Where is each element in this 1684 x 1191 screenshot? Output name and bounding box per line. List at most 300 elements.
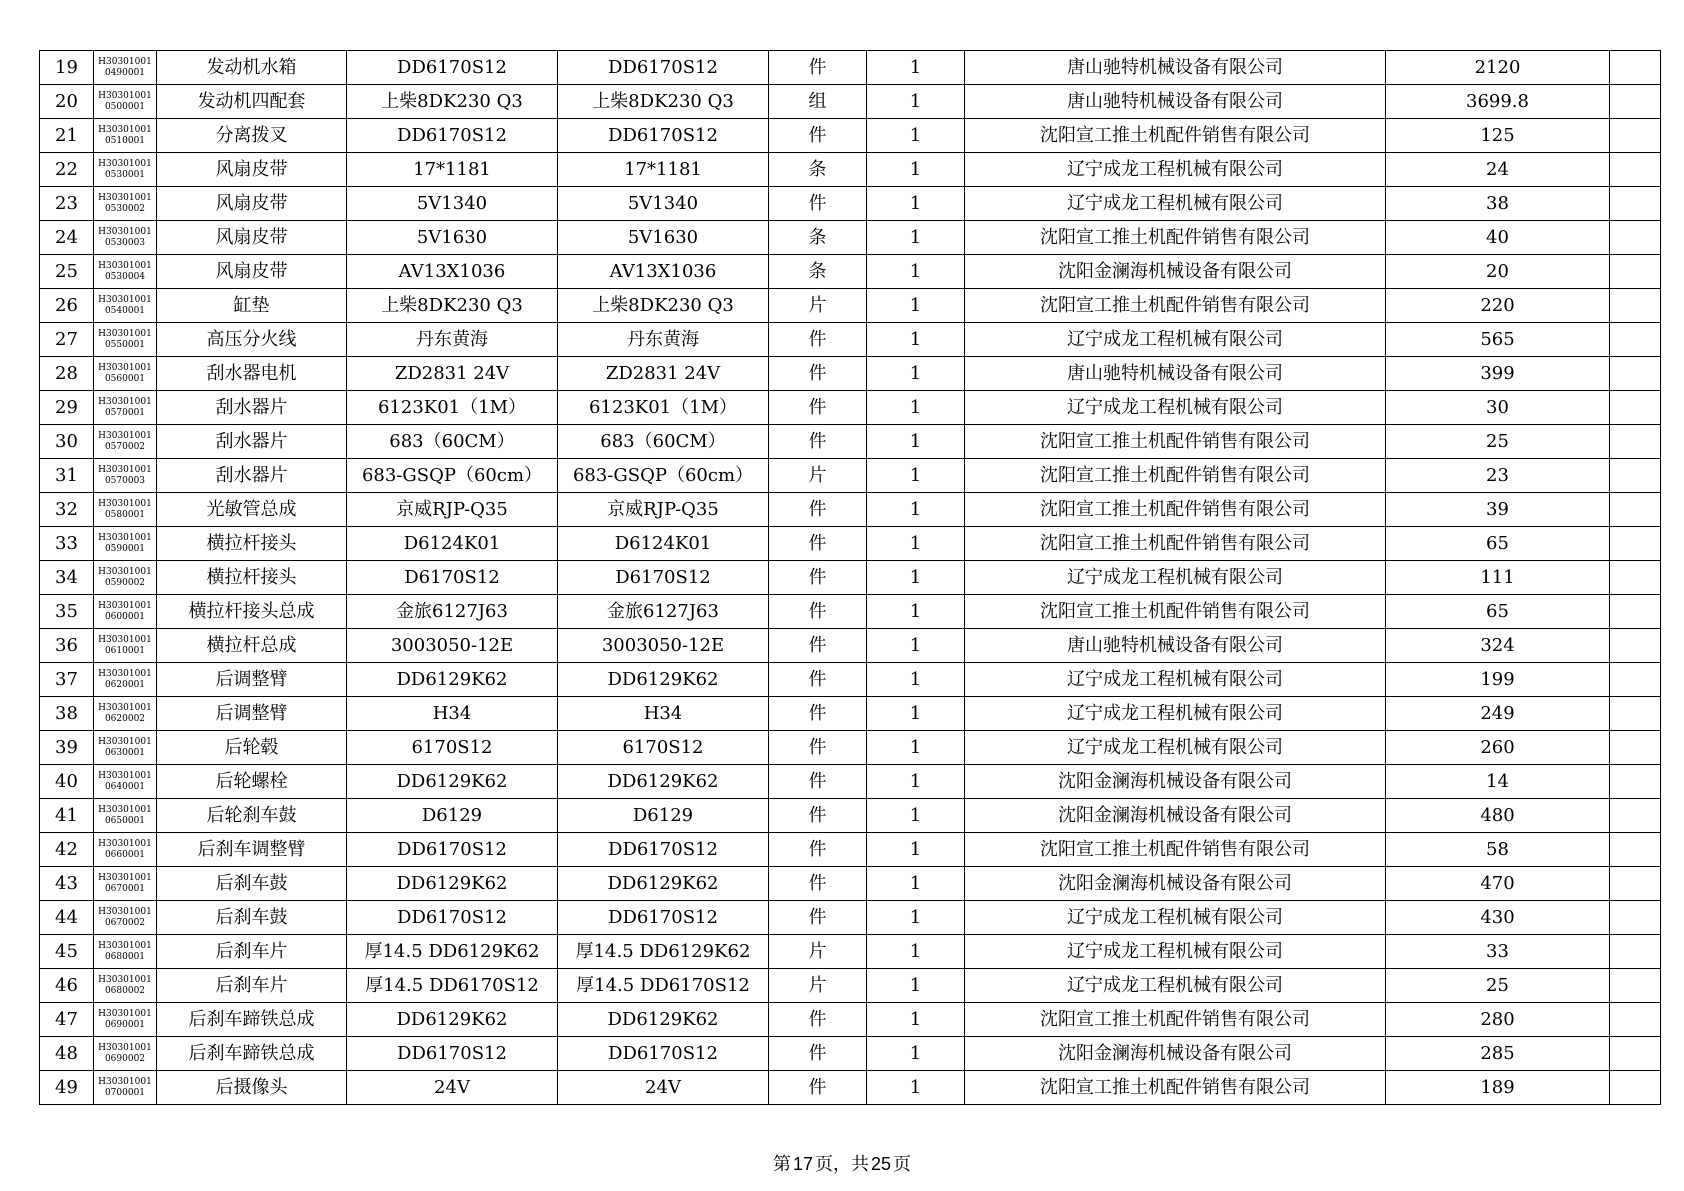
cell-supplier: 辽宁成龙工程机械有限公司 (965, 391, 1386, 425)
cell-unit: 件 (769, 1071, 867, 1105)
cell-material-code (94, 697, 157, 731)
cell-model: AV13X1036 (347, 255, 558, 289)
cell-part-name: 后刹车蹄铁总成 (157, 1003, 347, 1037)
code-line-2: 0690002 (104, 1053, 146, 1064)
cell-spec: DD6170S12 (558, 901, 769, 935)
cell-spec: H34 (558, 697, 769, 731)
cell-material-code (94, 289, 157, 323)
cell-supplier: 沈阳宣工推土机配件销售有限公司 (965, 221, 1386, 255)
cell-material-code (94, 255, 157, 289)
table-row (40, 867, 1661, 901)
code-line-1: H30301001 (98, 736, 152, 747)
code-line-1: H30301001 (98, 702, 152, 713)
code-line-1: H30301001 (98, 430, 152, 441)
cell-unit: 件 (769, 561, 867, 595)
cell-spec: DD6129K62 (558, 867, 769, 901)
cell-price: 280 (1386, 1003, 1610, 1037)
cell-price: 480 (1386, 799, 1610, 833)
cell-price: 58 (1386, 833, 1610, 867)
cell-material-code (94, 85, 157, 119)
cell-material-code (94, 119, 157, 153)
cell-material-code (94, 595, 157, 629)
cell-part-name: 后轮螺栓 (157, 765, 347, 799)
cell-note (1610, 629, 1661, 663)
cell-price: 565 (1386, 323, 1610, 357)
code-line-2: 0600001 (104, 611, 146, 622)
cell-model: 厚14.5 DD6129K62 (347, 935, 558, 969)
cell-spec: 3003050-12E (558, 629, 769, 663)
cell-unit: 件 (769, 119, 867, 153)
cell-model: DD6170S12 (347, 51, 558, 85)
cell-index: 28 (40, 357, 94, 391)
cell-supplier: 沈阳宣工推土机配件销售有限公司 (965, 493, 1386, 527)
cell-index: 20 (40, 85, 94, 119)
cell-material-code (94, 527, 157, 561)
cell-unit: 件 (769, 51, 867, 85)
code-line-2: 0500001 (104, 101, 146, 112)
cell-price: 260 (1386, 731, 1610, 765)
code-line-2: 0620001 (104, 679, 146, 690)
cell-material-code (94, 867, 157, 901)
code-line-2: 0700001 (104, 1087, 146, 1098)
cell-spec: 683（60CM） (558, 425, 769, 459)
code-line-2: 0490001 (104, 67, 146, 78)
cell-price: 38 (1386, 187, 1610, 221)
code-line-1: H30301001 (98, 192, 152, 203)
code-line-1: H30301001 (98, 974, 152, 985)
table-row (40, 799, 1661, 833)
cell-price: 125 (1386, 119, 1610, 153)
cell-model: 上柴8DK230 Q3 (347, 85, 558, 119)
cell-part-name: 发动机水箱 (157, 51, 347, 85)
code-line-1: H30301001 (98, 872, 152, 883)
cell-spec: ZD2831 24V (558, 357, 769, 391)
cell-supplier: 唐山驰特机械设备有限公司 (965, 51, 1386, 85)
cell-price: 14 (1386, 765, 1610, 799)
cell-model: 金旅6127J63 (347, 595, 558, 629)
cell-unit: 件 (769, 901, 867, 935)
cell-quantity: 1 (867, 901, 965, 935)
cell-note (1610, 493, 1661, 527)
cell-quantity: 1 (867, 119, 965, 153)
code-line-1: H30301001 (98, 1076, 152, 1087)
cell-index: 48 (40, 1037, 94, 1071)
cell-price: 23 (1386, 459, 1610, 493)
cell-note (1610, 51, 1661, 85)
cell-index: 33 (40, 527, 94, 561)
cell-material-code (94, 833, 157, 867)
table-row (40, 391, 1661, 425)
cell-unit: 件 (769, 663, 867, 697)
table-row (40, 255, 1661, 289)
cell-model: 683（60CM） (347, 425, 558, 459)
cell-material-code (94, 1037, 157, 1071)
cell-spec: D6129 (558, 799, 769, 833)
code-line-2: 0510001 (104, 135, 146, 146)
cell-unit: 件 (769, 493, 867, 527)
code-line-1: H30301001 (98, 294, 152, 305)
code-line-2: 0590002 (104, 577, 146, 588)
cell-part-name: 发动机四配套 (157, 85, 347, 119)
cell-material-code (94, 901, 157, 935)
code-line-2: 0530002 (104, 203, 146, 214)
cell-model: 683-GSQP（60cm） (347, 459, 558, 493)
cell-quantity: 1 (867, 289, 965, 323)
cell-material-code (94, 51, 157, 85)
code-line-1: H30301001 (98, 668, 152, 679)
cell-part-name: 刮水器电机 (157, 357, 347, 391)
cell-part-name: 刮水器片 (157, 425, 347, 459)
code-line-2: 0630001 (104, 747, 146, 758)
table-row (40, 697, 1661, 731)
cell-part-name: 风扇皮带 (157, 187, 347, 221)
cell-material-code (94, 153, 157, 187)
table-row (40, 1071, 1661, 1105)
table-row (40, 357, 1661, 391)
cell-index: 24 (40, 221, 94, 255)
table-row (40, 527, 1661, 561)
cell-note (1610, 935, 1661, 969)
cell-unit: 件 (769, 867, 867, 901)
cell-price: 220 (1386, 289, 1610, 323)
code-line-1: H30301001 (98, 90, 152, 101)
cell-spec: 上柴8DK230 Q3 (558, 289, 769, 323)
cell-unit: 条 (769, 153, 867, 187)
cell-unit: 片 (769, 935, 867, 969)
code-line-1: H30301001 (98, 634, 152, 645)
cell-note (1610, 425, 1661, 459)
cell-note (1610, 1071, 1661, 1105)
cell-supplier: 沈阳宣工推土机配件销售有限公司 (965, 459, 1386, 493)
table-row (40, 221, 1661, 255)
cell-model: 3003050-12E (347, 629, 558, 663)
footer-prefix: 第 (772, 1154, 791, 1175)
cell-index: 19 (40, 51, 94, 85)
cell-unit: 件 (769, 323, 867, 357)
cell-model: D6129 (347, 799, 558, 833)
cell-unit: 片 (769, 969, 867, 1003)
cell-quantity: 1 (867, 969, 965, 1003)
cell-price: 285 (1386, 1037, 1610, 1071)
cell-index: 32 (40, 493, 94, 527)
cell-quantity: 1 (867, 867, 965, 901)
cell-unit: 条 (769, 221, 867, 255)
cell-supplier: 沈阳宣工推土机配件销售有限公司 (965, 595, 1386, 629)
code-line-2: 0530004 (104, 271, 146, 282)
cell-supplier: 辽宁成龙工程机械有限公司 (965, 323, 1386, 357)
cell-model: 24V (347, 1071, 558, 1105)
code-line-2: 0620002 (104, 713, 146, 724)
code-line-1: H30301001 (98, 906, 152, 917)
cell-spec: DD6170S12 (558, 833, 769, 867)
cell-material-code (94, 1071, 157, 1105)
code-line-2: 0540001 (104, 305, 146, 316)
cell-note (1610, 901, 1661, 935)
cell-note (1610, 323, 1661, 357)
cell-supplier: 唐山驰特机械设备有限公司 (965, 357, 1386, 391)
cell-quantity: 1 (867, 561, 965, 595)
cell-model: DD6170S12 (347, 1037, 558, 1071)
cell-unit: 片 (769, 459, 867, 493)
cell-index: 46 (40, 969, 94, 1003)
cell-price: 20 (1386, 255, 1610, 289)
code-line-2: 0660001 (104, 849, 146, 860)
cell-part-name: 后轮刹车鼓 (157, 799, 347, 833)
code-line-1: H30301001 (98, 566, 152, 577)
cell-index: 39 (40, 731, 94, 765)
cell-quantity: 1 (867, 493, 965, 527)
cell-quantity: 1 (867, 391, 965, 425)
cell-quantity: 1 (867, 799, 965, 833)
table-row (40, 731, 1661, 765)
cell-supplier: 沈阳宣工推土机配件销售有限公司 (965, 289, 1386, 323)
cell-spec: DD6129K62 (558, 765, 769, 799)
cell-unit: 件 (769, 357, 867, 391)
cell-note (1610, 153, 1661, 187)
cell-index: 29 (40, 391, 94, 425)
code-line-2: 0680001 (104, 951, 146, 962)
cell-part-name: 后调整臂 (157, 697, 347, 731)
cell-model: H34 (347, 697, 558, 731)
cell-model: 5V1340 (347, 187, 558, 221)
cell-model: DD6170S12 (347, 901, 558, 935)
cell-spec: 5V1340 (558, 187, 769, 221)
cell-index: 40 (40, 765, 94, 799)
cell-note (1610, 119, 1661, 153)
cell-note (1610, 459, 1661, 493)
cell-model: DD6129K62 (347, 1003, 558, 1037)
code-line-1: H30301001 (98, 838, 152, 849)
cell-material-code (94, 493, 157, 527)
cell-index: 45 (40, 935, 94, 969)
code-line-1: H30301001 (98, 498, 152, 509)
cell-note (1610, 85, 1661, 119)
code-line-1: H30301001 (98, 260, 152, 271)
cell-note (1610, 561, 1661, 595)
cell-material-code (94, 935, 157, 969)
cell-part-name: 刮水器片 (157, 391, 347, 425)
cell-part-name: 后刹车鼓 (157, 901, 347, 935)
cell-price: 25 (1386, 425, 1610, 459)
cell-material-code (94, 1003, 157, 1037)
cell-price: 249 (1386, 697, 1610, 731)
cell-unit: 件 (769, 833, 867, 867)
cell-note (1610, 765, 1661, 799)
table-row (40, 85, 1661, 119)
table-row (40, 1003, 1661, 1037)
cell-spec: 上柴8DK230 Q3 (558, 85, 769, 119)
cell-quantity: 1 (867, 221, 965, 255)
cell-price: 65 (1386, 595, 1610, 629)
cell-material-code (94, 459, 157, 493)
cell-note (1610, 833, 1661, 867)
cell-unit: 件 (769, 425, 867, 459)
cell-note (1610, 697, 1661, 731)
cell-model: 丹东黄海 (347, 323, 558, 357)
current-page-number: 17 (792, 1154, 813, 1174)
cell-note (1610, 255, 1661, 289)
cell-spec: 厚14.5 DD6129K62 (558, 935, 769, 969)
cell-model: ZD2831 24V (347, 357, 558, 391)
cell-material-code (94, 969, 157, 1003)
cell-index: 22 (40, 153, 94, 187)
code-line-1: H30301001 (98, 464, 152, 475)
code-line-2: 0550001 (104, 339, 146, 350)
footer-middle: 页，共 (815, 1154, 869, 1175)
cell-quantity: 1 (867, 85, 965, 119)
cell-quantity: 1 (867, 663, 965, 697)
cell-model: DD6170S12 (347, 119, 558, 153)
cell-price: 111 (1386, 561, 1610, 595)
cell-spec: 24V (558, 1071, 769, 1105)
cell-quantity: 1 (867, 357, 965, 391)
cell-quantity: 1 (867, 459, 965, 493)
cell-spec: 6170S12 (558, 731, 769, 765)
cell-index: 25 (40, 255, 94, 289)
cell-unit: 件 (769, 187, 867, 221)
cell-spec: 京威RJP-Q35 (558, 493, 769, 527)
cell-unit: 件 (769, 595, 867, 629)
cell-note (1610, 391, 1661, 425)
cell-spec: D6124K01 (558, 527, 769, 561)
code-line-1: H30301001 (98, 158, 152, 169)
table-row (40, 425, 1661, 459)
cell-quantity: 1 (867, 833, 965, 867)
cell-quantity: 1 (867, 697, 965, 731)
cell-part-name: 后轮毂 (157, 731, 347, 765)
cell-index: 49 (40, 1071, 94, 1105)
footer-suffix: 页 (893, 1154, 912, 1175)
table-row (40, 935, 1661, 969)
cell-part-name: 缸垫 (157, 289, 347, 323)
cell-material-code (94, 629, 157, 663)
code-line-2: 0570003 (104, 475, 146, 486)
cell-model: 5V1630 (347, 221, 558, 255)
cell-index: 27 (40, 323, 94, 357)
cell-supplier: 沈阳宣工推土机配件销售有限公司 (965, 119, 1386, 153)
cell-model: D6124K01 (347, 527, 558, 561)
cell-spec: 17*1181 (558, 153, 769, 187)
cell-index: 47 (40, 1003, 94, 1037)
code-line-1: H30301001 (98, 1008, 152, 1019)
cell-material-code (94, 799, 157, 833)
code-line-2: 0580001 (104, 509, 146, 520)
cell-material-code (94, 187, 157, 221)
cell-spec: 厚14.5 DD6170S12 (558, 969, 769, 1003)
cell-index: 44 (40, 901, 94, 935)
cell-model: 6170S12 (347, 731, 558, 765)
cell-unit: 件 (769, 1003, 867, 1037)
cell-spec: 金旅6127J63 (558, 595, 769, 629)
table-row (40, 901, 1661, 935)
code-line-1: H30301001 (98, 1042, 152, 1053)
code-line-2: 0640001 (104, 781, 146, 792)
cell-quantity: 1 (867, 51, 965, 85)
cell-unit: 片 (769, 289, 867, 323)
cell-unit: 件 (769, 765, 867, 799)
cell-unit: 件 (769, 731, 867, 765)
cell-price: 2120 (1386, 51, 1610, 85)
cell-spec: DD6170S12 (558, 1037, 769, 1071)
cell-note (1610, 289, 1661, 323)
code-line-1: H30301001 (98, 770, 152, 781)
cell-quantity: 1 (867, 527, 965, 561)
cell-part-name: 横拉杆接头 (157, 527, 347, 561)
cell-supplier: 辽宁成龙工程机械有限公司 (965, 187, 1386, 221)
code-line-2: 0680002 (104, 985, 146, 996)
cell-part-name: 后摄像头 (157, 1071, 347, 1105)
cell-supplier: 沈阳宣工推土机配件销售有限公司 (965, 527, 1386, 561)
cell-price: 65 (1386, 527, 1610, 561)
cell-part-name: 风扇皮带 (157, 221, 347, 255)
code-line-2: 0610001 (104, 645, 146, 656)
cell-model: 上柴8DK230 Q3 (347, 289, 558, 323)
cell-unit: 件 (769, 629, 867, 663)
cell-quantity: 1 (867, 187, 965, 221)
cell-material-code (94, 323, 157, 357)
cell-price: 430 (1386, 901, 1610, 935)
cell-supplier: 辽宁成龙工程机械有限公司 (965, 663, 1386, 697)
table-row (40, 1037, 1661, 1071)
cell-quantity: 1 (867, 255, 965, 289)
cell-spec: DD6170S12 (558, 51, 769, 85)
cell-material-code (94, 561, 157, 595)
page-footer (0, 1150, 1684, 1176)
cell-supplier: 唐山驰特机械设备有限公司 (965, 85, 1386, 119)
table-row (40, 289, 1661, 323)
cell-index: 30 (40, 425, 94, 459)
cell-price: 199 (1386, 663, 1610, 697)
code-line-1: H30301001 (98, 56, 152, 67)
table-row (40, 765, 1661, 799)
table-row (40, 833, 1661, 867)
table-row (40, 119, 1661, 153)
code-line-2: 0560001 (104, 373, 146, 384)
cell-quantity: 1 (867, 595, 965, 629)
code-line-2: 0530003 (104, 237, 146, 248)
cell-model: 17*1181 (347, 153, 558, 187)
code-line-2: 0530001 (104, 169, 146, 180)
code-line-2: 0570002 (104, 441, 146, 452)
cell-part-name: 后刹车片 (157, 935, 347, 969)
cell-index: 31 (40, 459, 94, 493)
cell-unit: 件 (769, 527, 867, 561)
cell-material-code (94, 663, 157, 697)
table-row (40, 629, 1661, 663)
cell-spec: DD6129K62 (558, 663, 769, 697)
cell-note (1610, 1037, 1661, 1071)
code-line-1: H30301001 (98, 124, 152, 135)
cell-model: DD6129K62 (347, 663, 558, 697)
cell-supplier: 沈阳宣工推土机配件销售有限公司 (965, 425, 1386, 459)
cell-price: 24 (1386, 153, 1610, 187)
table-row (40, 153, 1661, 187)
cell-model: DD6170S12 (347, 833, 558, 867)
cell-supplier: 沈阳金澜海机械设备有限公司 (965, 765, 1386, 799)
cell-part-name: 后刹车片 (157, 969, 347, 1003)
cell-supplier: 辽宁成龙工程机械有限公司 (965, 697, 1386, 731)
cell-part-name: 刮水器片 (157, 459, 347, 493)
cell-note (1610, 663, 1661, 697)
cell-quantity: 1 (867, 935, 965, 969)
cell-part-name: 高压分火线 (157, 323, 347, 357)
code-line-2: 0590001 (104, 543, 146, 554)
cell-quantity: 1 (867, 731, 965, 765)
cell-material-code (94, 221, 157, 255)
cell-note (1610, 357, 1661, 391)
cell-part-name: 分离拨叉 (157, 119, 347, 153)
cell-note (1610, 969, 1661, 1003)
